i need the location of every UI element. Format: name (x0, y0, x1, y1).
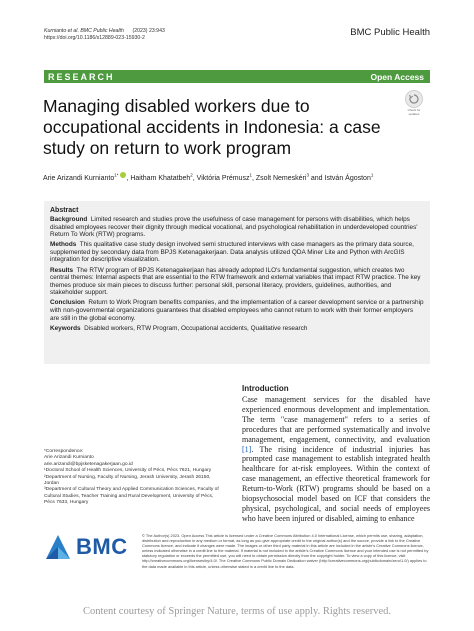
affiliation-1: ¹Doctoral School of Health Sciences, University of Pécs, Pécs 7621, Hungary (44, 468, 212, 474)
citation-link[interactable]: [1] (242, 444, 252, 454)
author-name[interactable]: Zsolt Nemeskéri (255, 175, 307, 182)
intro-text-continued: . The rising incidence of industrial injuries has prompted case management to establish integrated health healthcare for at-risk employees. Within the context of case management, an effective theoretical framework for Return-to-Work (RTW) programs should be based on a biopsychosocial model based on ICF that considers the physical, psychological, and social needs of employees who have been injured or disabled, aiming to enhance (242, 444, 430, 523)
update-icon (405, 90, 423, 108)
section-banner (44, 70, 430, 83)
methods-label: Methods (50, 241, 77, 249)
results-label: Results (50, 266, 74, 274)
bmc-logo (44, 532, 132, 562)
correspondence-email[interactable]: arie.arizandi@bpjsketenagakerjaan.go.id (44, 461, 133, 467)
doi-link[interactable]: https://doi.org/10.1186/s12889-023-15930-2 (44, 35, 145, 41)
introduction-body (242, 395, 430, 524)
section-label: RESEARCH (48, 71, 115, 82)
correspondence-label: *Correspondence: (44, 449, 84, 454)
open-access-label: Open Access (370, 71, 424, 82)
license-text: © The Author(s) 2023. Open Access This article is licensed under a Creative Commons Attribution 4.0 International License, which permits use, sharing, adaptation, distribution and reproduction in any medium or format, as long as you give appropriate credit to the original author(s) and the source, provide a link to the Creative Commons licence, and indicate if changes were made. The images or other third party material in this article are included in the article's Creative Commons licence, unless indicated otherwise in a credit line to the material. If material is not included in the article's Creative Commons licence and your intended use is not permitted by statutory regulation or exceeds the permitted use, you will need to obtain permission directly from the copyright holder. To view a copy of this licence, visit http://creativecommons.org/licenses/by/4.0/. The Creative Commons Public Domain Dedication waiver (http://creativecommons.org/publicdomain/zero/1.0/) applies to the data made available in this article, unless otherwise stated in a credit line to the data. (142, 533, 429, 569)
keywords-text: Disabled workers, RTW Program, Occupational accidents, Qualitative research (84, 324, 308, 332)
header-authors-journal: Kurnianto et al. BMC Public Health (44, 28, 124, 34)
author-name[interactable]: Viktória Prémusz (196, 175, 250, 182)
affiliation-2: ²Department of Nursing, Faculty of Nursing, Jerash University, Jerash 26150, Jordan (44, 474, 211, 487)
footer-notice: Content courtesy of Springer Nature, terms of use apply. Rights reserved. (82, 606, 392, 617)
conclusion-label: Conclusion (50, 299, 85, 307)
intro-text: Case management services for the disabled have experienced enormous development and implementation. The term "case management" refers to a series of procedures that are performed systematically and involve management, engagement, connectivity, and evaluation (242, 395, 430, 444)
running-header (44, 28, 165, 42)
author-name[interactable]: István Ágoston (324, 175, 371, 182)
check-updates-label: Check for updates (407, 108, 421, 116)
author-name[interactable]: Arie Arizandi Kurnianto (43, 175, 115, 182)
abstract-conclusion (50, 299, 424, 322)
keywords-label: Keywords (50, 324, 81, 332)
abstract-results (50, 267, 424, 297)
header-year-volume: (2023) 23:943 (132, 28, 165, 34)
introduction-heading: Introduction (242, 384, 289, 393)
author-name[interactable]: Haitham Khatatbeh (130, 175, 191, 182)
author-list: Arie Arizandi Kurnianto$^{1*}$ , Haitham Khatatbeh$^2$, Viktória Prémusz$^1$, Zsolt Nemeskéri$^3$ and István Ágoston$^1$ (43, 172, 374, 182)
author-affiliation-mark: 1 (249, 172, 252, 178)
affiliation-3: ³Department of Cultural Theory and Applied Communication Sciences, Faculty of Cultural Studies, Teacher Training and Rural Development, University of Pécs, Pécs 7633, Hungary (44, 487, 219, 506)
abstract-keywords (50, 325, 424, 333)
background-text: Limited research and studies prove the usefulness of case management for persons with disabilities, which helps disabled employees recover their dignity through medical vocational, and psychological rehabilitation in underdeveloped countries' Return To Work (RTW) programs. (50, 216, 418, 239)
article-title: Managing disabled workers due to occupational accidents in Indonesia: a case study on return to work program (43, 96, 381, 158)
orcid-icon[interactable] (120, 172, 126, 178)
author-affiliation-mark: 3 (306, 172, 309, 178)
abstract-background (50, 216, 424, 239)
abstract-box (44, 201, 430, 364)
bmc-logo-mark-icon (44, 533, 72, 561)
abstract-methods (50, 241, 424, 264)
conclusion-text: Return to Work Program benefits companies, and the implementation of a career development service or a partnership with non-governmental organizations guarantees that disabled employees who cannot return to work with their former employers are still in the global economy. (50, 299, 424, 322)
journal-name: BMC Public Health (350, 27, 430, 38)
correspondence-block (44, 449, 224, 507)
corresponding-author: Arie Arizandi Kurnianto (44, 455, 94, 461)
results-text: The RTW program of BPJS Ketenagakerjaan has already adopted ILO's fundamental suggestion, which creates two central themes: Internal aspects that are essential to the RTW framework and external variables that impact RTW practice. The key themes produce six main pieces to discuss further: personal skill, personal literacy, providers, guidelines, authorities, and stakeholder support. (50, 266, 421, 297)
background-label: Background (50, 216, 88, 223)
abstract-heading: Abstract (50, 207, 79, 214)
bmc-logo-text: BMC (76, 534, 128, 559)
methods-text: This qualitative case study design involved semi structured interviews with case managers as the primary data source, supplemented by secondary data from BPJS Ketenagakerjaan. Data analysis utilized QDA Miner Lite and Python with ArcGIS integration for descriptive visualization. (50, 241, 414, 264)
author-affiliation-mark: 1* (114, 172, 119, 178)
author-affiliation-mark: 2 (190, 172, 193, 178)
check-for-updates-badge[interactable] (403, 90, 425, 116)
author-affiliation-mark: 1 (370, 172, 374, 178)
